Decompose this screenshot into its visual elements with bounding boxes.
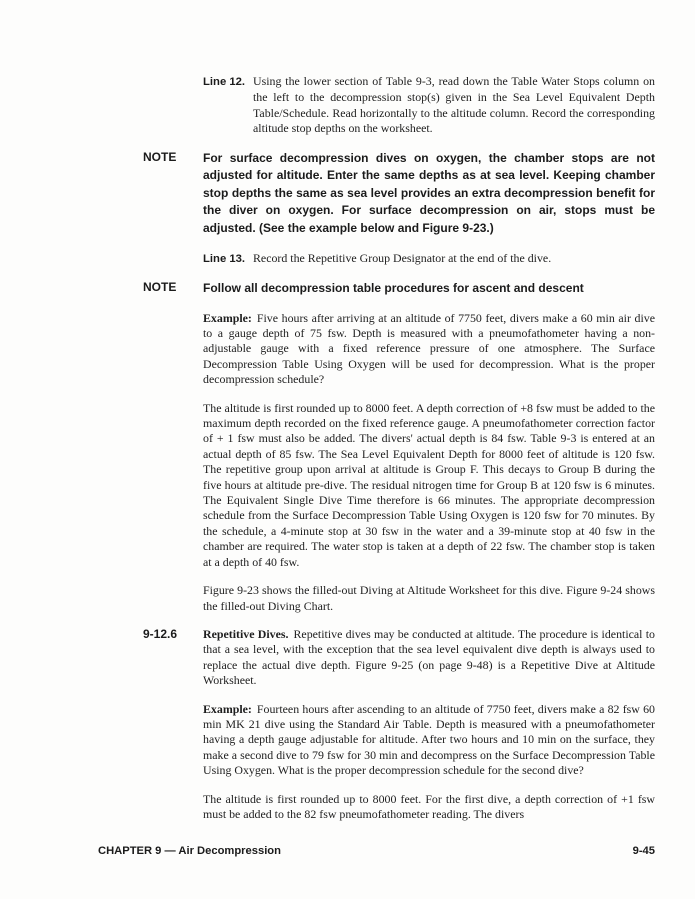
paragraph-example-2 bbox=[203, 702, 655, 779]
side-label-spacer bbox=[143, 401, 203, 570]
example-2-text: Fourteen hours after ascending to an altitude of 7750 feet, divers make a 82 fsw 60 min MK 21 dive using the Standard Air Table. Depth is measured with a pneumofathometer having a depth gauge adjustable for altitude. After two hours and 10 min on the surface, they make a second dive to 79 fsw for 30 min and decompress on the Surface Decompression Table Using Oxygen. What is the proper decompression schedule for the second dive? bbox=[203, 701, 655, 778]
repetitive-dives-lead: Repetitive Dives. bbox=[203, 626, 289, 641]
last-paragraph-block bbox=[143, 792, 655, 823]
note-block-1 bbox=[143, 150, 655, 238]
section-number: 9-12.6 bbox=[143, 626, 178, 641]
paragraph-repetitive-dives bbox=[203, 627, 655, 689]
footer-page-number: 9-45 bbox=[632, 845, 655, 857]
note-2-label: NOTE bbox=[143, 280, 177, 294]
note-2-heading: Follow all decompression table procedures for ascent and descent bbox=[203, 281, 584, 295]
note-1-text: For surface decompression dives on oxygen, the chamber stops are not adjusted for altitude. Enter the same depths as at sea level. Keeping chamber stop depths the same as sea level provides an extra decompression benefit for the diver on oxygen. For surface decompression on air, stops must be adjusted. (See the example below and Figure 9-23.) bbox=[203, 150, 655, 235]
paragraph-schedule: The altitude is first rounded up to 8000 feet. A depth correction of +8 fsw must be added to the maximum depth recorded on the fixed reference gauge. A pneumofathometer correction factor of + 1 fsw must also be added. The divers' actual depth is 84 fsw. Table 9-3 is entered at an actual depth of 85 fsw. The Sea Level Equivalent Depth for 8000 feet of altitude is 120 fsw. The repetitive group upon arrival at altitude is Group F. This decays to Group B during the five hours at altitude pre-dive. The residual nitrogen time for Group B at 120 fsw is 6 minutes. The Equivalent Single Dive Time therefore is 66 minutes. The appropriate decompression schedule from the Surface Decompression Table Using Oxygen is 120 fsw for 70 minutes. By the schedule, a 4-minute stop at 30 fsw in the water and a 39-minute stop at 40 fsw in the chamber are required. The water stop is taken at a depth of 22 fsw. The chamber stop is taken at a depth of 40 fsw. bbox=[203, 400, 655, 569]
paragraph-line-12 bbox=[203, 74, 655, 137]
paragraph-last: The altitude is first rounded up to 8000 feet. For the first dive, a depth correction of +1 fsw must be added to the 82 fsw pneumofathometer reading. The divers bbox=[203, 791, 655, 821]
side-label-spacer bbox=[143, 74, 203, 137]
side-label-spacer bbox=[143, 311, 203, 388]
page-footer bbox=[98, 845, 655, 857]
paragraph-example-1 bbox=[203, 311, 655, 388]
example-1-text: Five hours after arriving at an altitude of 7750 feet, divers make a 60 min air dive to a gauge depth of 75 fsw. Depth is measured with a pneumofathometer having a non-adjustable gauge with a fixed reference pressure of one atmosphere. The Surface Decompression Table Using Oxygen will be used for decompression. What is the proper decompression schedule? bbox=[203, 310, 655, 387]
example-block-1 bbox=[143, 311, 655, 388]
section-9-12-6 bbox=[143, 627, 655, 689]
line-13-label: Line 13. bbox=[203, 252, 246, 265]
line-item-13 bbox=[143, 251, 655, 267]
footer-chapter-title: CHAPTER 9 — Air Decompression bbox=[98, 845, 281, 857]
side-label-spacer bbox=[143, 251, 203, 267]
side-label-spacer bbox=[143, 702, 203, 779]
line-12-label: Line 12. bbox=[203, 76, 246, 88]
page-content bbox=[143, 74, 655, 835]
paragraph-figures: Figure 9-23 shows the filled-out Diving at Altitude Worksheet for this dive. Figure 9-24 shows the filled-out Diving Chart. bbox=[203, 583, 655, 613]
figures-paragraph-block bbox=[143, 583, 655, 614]
example-block-2 bbox=[143, 702, 655, 779]
side-label-spacer bbox=[143, 792, 203, 823]
repetitive-dives-text: Repetitive dives may be conducted at altitude. The procedure is identical to that a sea level, with the exception that the sea level equivalent dive depth is always used to replace the actual dive depth. Figure 9-25 (on page 9-48) is a Repetitive Dive at Altitude Worksheet. bbox=[203, 626, 655, 688]
line-item-12 bbox=[143, 74, 655, 137]
example-1-lead: Example: bbox=[203, 310, 252, 325]
side-label-spacer bbox=[143, 583, 203, 614]
note-block-2 bbox=[143, 280, 655, 298]
example-2-lead: Example: bbox=[203, 701, 252, 716]
line-12-text: Using the lower section of Table 9-3, read down the Table Water Stops column on the left to the decompression stop(s) given in the Sea Level Equivalent Depth Table/Schedule. Read horizontally to the altitude column. Record the corresponding altitude stop depths on the worksheet. bbox=[253, 74, 655, 136]
paragraph-line-13 bbox=[203, 251, 655, 267]
line-13-text: Record the Repetitive Group Designator at the end of the dive. bbox=[253, 250, 552, 265]
schedule-paragraph-block bbox=[143, 401, 655, 570]
note-1-label: NOTE bbox=[143, 149, 177, 164]
